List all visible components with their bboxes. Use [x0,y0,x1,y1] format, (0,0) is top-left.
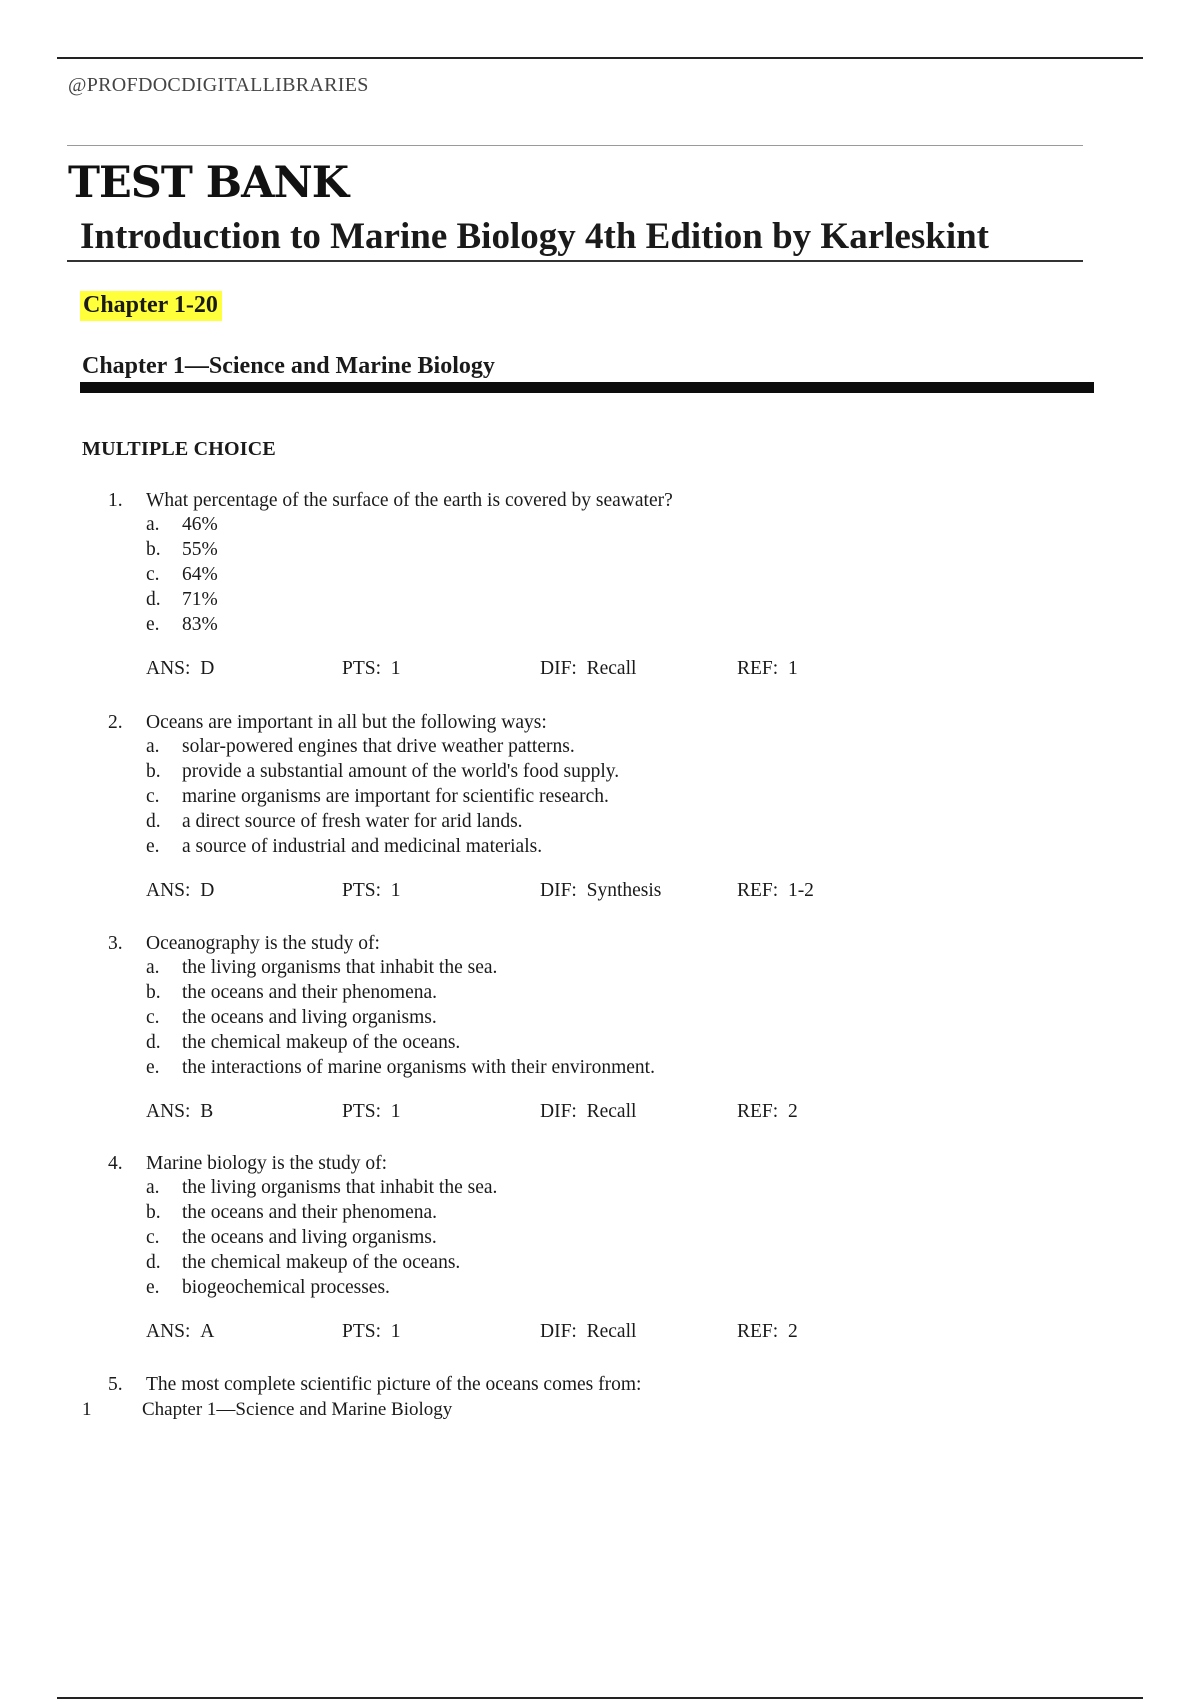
answer-choice [0,1202,900,1226]
meta-dif-label: DIF: [540,1321,577,1342]
answer-choice [0,564,900,588]
meta-ref-label: REF: [737,1101,779,1122]
meta-ans-value: D [200,880,215,901]
choice-letter: e. [146,614,160,635]
question-number: 5. [108,1374,123,1395]
choice-letter: d. [146,1032,161,1053]
meta-ref-value: 2 [787,1321,798,1342]
footer-chapter-text: Chapter 1—Science and Marine Biology [142,1399,453,1420]
meta-ans [146,880,214,902]
answer-choice [0,786,900,810]
meta-pts-value: 1 [390,880,401,901]
choice-text: 83% [182,614,218,635]
answer-choice [0,1177,900,1201]
meta-ref-value: 2 [787,1101,798,1122]
choice-letter: a. [146,514,160,535]
meta-dif [540,1101,636,1123]
choice-text: the oceans and living organisms. [182,1227,437,1248]
question-number: 1. [108,490,123,511]
choice-letter: e. [146,1277,160,1298]
meta-pts-value: 1 [390,658,401,679]
choice-letter: d. [146,811,161,832]
meta-ans-label: ANS: [146,1321,191,1342]
meta-dif [540,880,661,902]
choice-letter: a. [146,1177,160,1198]
meta-dif [540,1321,636,1343]
choice-text: marine organisms are important for scientific research. [182,786,609,807]
meta-ref-label: REF: [737,1321,779,1342]
meta-ref-value: 1 [787,658,798,679]
choice-text: a direct source of fresh water for arid lands. [182,811,523,832]
meta-pts [342,1101,401,1123]
choice-text: biogeochemical processes. [182,1277,390,1298]
header-rule [67,145,1083,146]
choice-letter: e. [146,1057,160,1078]
meta-ans-value: B [200,1101,214,1122]
meta-dif-value: Recall [586,1101,637,1122]
chapter-heavy-rule [80,382,1094,393]
meta-ref [737,658,798,680]
choice-letter: d. [146,1252,161,1273]
answer-choice [0,1227,900,1251]
choice-letter: c. [146,786,160,807]
answer-choice [0,982,900,1006]
watermark-text: @PROFDOCDIGITALLIBRARIES [68,74,369,96]
meta-ans-value: D [200,658,215,679]
top-rule [57,57,1143,59]
answer-choice [0,811,900,835]
choice-letter: c. [146,1227,160,1248]
answer-choice [0,1032,900,1056]
choice-text: 64% [182,564,218,585]
choice-text: solar-powered engines that drive weather patterns. [182,736,575,757]
choice-text: 46% [182,514,218,535]
answer-choice [0,1007,900,1031]
choice-letter: b. [146,1202,161,1223]
meta-pts-value: 1 [390,1101,401,1122]
question-text: Oceans are important in all but the following ways: [146,712,547,733]
choice-text: the oceans and their phenomena. [182,1202,438,1223]
meta-ans [146,658,214,680]
question-text: Oceanography is the study of: [146,933,380,954]
answer-choice [0,589,900,613]
question-number: 4. [108,1153,123,1174]
choice-text: the oceans and living organisms. [182,1007,437,1028]
choice-text: 55% [182,539,218,560]
meta-pts-value: 1 [390,1321,401,1342]
choice-letter: c. [146,1007,160,1028]
choice-letter: c. [146,564,160,585]
answer-choice [0,514,900,538]
meta-pts-label: PTS: [342,880,382,901]
meta-dif-label: DIF: [540,1101,577,1122]
choice-text: a source of industrial and medicinal materials. [182,836,543,857]
chapter-range-highlight: Chapter 1-20 [80,291,222,321]
meta-ans [146,1321,214,1343]
meta-ans-label: ANS: [146,880,191,901]
question-number: 2. [108,712,123,733]
meta-ref [737,1321,798,1343]
meta-ans-label: ANS: [146,1101,191,1122]
meta-ref [737,880,814,902]
meta-dif-label: DIF: [540,880,577,901]
choice-letter: b. [146,761,161,782]
meta-ans-label: ANS: [146,658,191,679]
question-text: Marine biology is the study of: [146,1153,388,1174]
choice-text: the living organisms that inhabit the sea. [182,1177,498,1198]
question-text: The most complete scientific picture of the oceans comes from: [146,1374,642,1395]
choice-text: the chemical makeup of the oceans. [182,1032,461,1053]
choice-text: 71% [182,589,218,610]
answer-choice [0,836,900,860]
choice-text: the interactions of marine organisms with their environment. [182,1057,655,1078]
answer-choice [0,1252,900,1276]
book-title: Introduction to Marine Biology 4th Edition by Karleskint [80,216,989,257]
answer-choice [0,1277,900,1301]
answer-choice [0,957,900,981]
answer-choice [0,539,900,563]
meta-ref [737,1101,798,1123]
meta-pts [342,1321,401,1343]
bottom-rule [57,1697,1143,1699]
meta-pts-label: PTS: [342,658,382,679]
choice-letter: a. [146,957,160,978]
choice-text: provide a substantial amount of the world's food supply. [182,761,620,782]
meta-dif-label: DIF: [540,658,577,679]
choice-letter: d. [146,589,161,610]
choice-text: the living organisms that inhabit the sea. [182,957,498,978]
meta-dif-value: Recall [586,658,637,679]
question-text: What percentage of the surface of the earth is covered by seawater? [146,490,673,511]
meta-pts-label: PTS: [342,1321,382,1342]
title-underline [67,260,1083,262]
answer-choice [0,761,900,785]
meta-ans-value: A [200,1321,215,1342]
test-bank-heading: TEST BANK [68,158,349,208]
answer-choice [0,736,900,760]
choice-letter: b. [146,982,161,1003]
chapter-heading: Chapter 1—Science and Marine Biology [82,353,495,379]
choice-letter: b. [146,539,161,560]
meta-pts-label: PTS: [342,1101,382,1122]
meta-pts [342,658,401,680]
meta-ans [146,1101,213,1123]
meta-ref-label: REF: [737,658,779,679]
choice-text: the chemical makeup of the oceans. [182,1252,461,1273]
meta-dif-value: Synthesis [586,880,662,901]
choice-letter: a. [146,736,160,757]
question-number: 3. [108,933,123,954]
meta-pts [342,880,401,902]
meta-dif [540,658,636,680]
meta-ref-label: REF: [737,880,779,901]
answer-choice [0,614,900,638]
answer-choice [0,1057,900,1081]
page-number: 1 [82,1399,92,1420]
meta-ref-value: 1-2 [787,880,814,901]
section-label: MULTIPLE CHOICE [82,438,276,460]
choice-text: the oceans and their phenomena. [182,982,438,1003]
choice-letter: e. [146,836,160,857]
meta-dif-value: Recall [586,1321,637,1342]
